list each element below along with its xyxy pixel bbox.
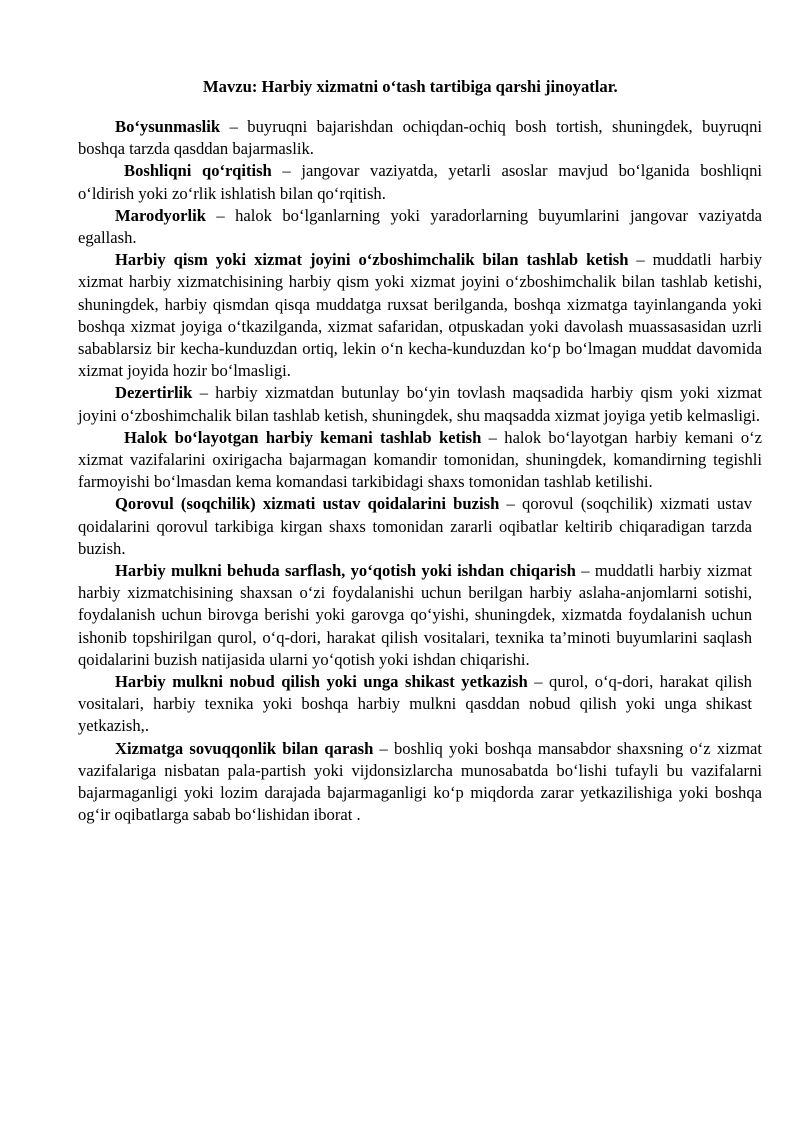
definition-text: – muddatli harbiy xizmat harbiy xizmatchisining harbiy qism yoki xizmat joyini o‘zboshimchalik bilan tashlab ketishi, shuningdek, harbiy qismdan qisqa muddatga ruxsat berilganda, boshqa xizmatga tayinlanganda yoki boshqa xizmat joyiga o‘tkazilganda, xizmat safaridan, otpuskadan yoki davolash muassasasidan uzrli sabablarsiz bir kecha-kunduzdan ortiq, lekin o‘n kecha-kunduzdan ko‘p bo‘lmagan muddat davomida xizmat joyida hozir bo‘lmasligi.	[78, 250, 762, 381]
definition-term: Boshliqni qo‘rqitish	[124, 161, 272, 181]
definition-text: – muddatli harbiy xizmat harbiy xizmatchisining shaxsan o‘zi foydalanishi uchun berilgan harbiy aslaha-anjomlarni sotishi, foydalanish uchun birovga berishi yoki garovga qo‘yishi, shuningdek, xizmatda foydalanish uchun ishonib topshirilgan qurol, o‘q-dori, harakat qilish vositalari, texnika ta’minoti buyumlarini saqlash qoidalarini buzish natijasida ularni yo‘qotish yoki ishdan chiqarishi.	[78, 561, 753, 669]
definition-paragraph	[78, 205, 762, 249]
definition-text: – halok bo‘layotgan harbiy kemani o‘z xizmat vazifalarini oxirigacha bajarmagan komandir tomonidan, shuningdek, komandirning tegishli farmoyishi bo‘lmasdan kema komandasi tarkibidagi shaxs tomonidan tashlab ketilishi.	[78, 427, 763, 492]
definition-text: – qorovul (soqchilik) xizmati ustav qoidalarini qorovul tarkibiga kirgan shaxs tomonidan zararli oqibatlar keltirib chiqaradigan tarzda buzish.	[78, 494, 752, 558]
definition-paragraph	[78, 249, 762, 382]
definition-paragraph	[78, 382, 762, 426]
definition-paragraph	[78, 671, 762, 738]
definition-text: – halok bo‘lganlarning yoki yaradorlarning buyumlarini jangovar vaziyatda egallash.	[78, 205, 762, 248]
definition-term: Harbiy mulkni behuda sarflash, yo‘qotish yoki ishdan chiqarish	[115, 561, 576, 581]
definition-paragraph	[78, 427, 762, 494]
definition-term: Marodyorlik	[115, 205, 206, 225]
definition-paragraph	[78, 493, 762, 560]
definition-text: – qurol, o‘q-dori, harakat qilish vositalari, harbiy texnika yoki boshqa harbiy mulkni qasddan nobud qilish yoki unga shikast yetkazish,.	[78, 672, 752, 736]
definition-term: Harbiy mulkni nobud qilish yoki unga shikast yetkazish	[115, 672, 528, 692]
page-title: Mavzu: Harbiy xizmatni o‘tash tartibiga qarshi jinoyatlar.	[203, 77, 618, 96]
definition-term: Dezertirlik	[115, 383, 193, 403]
definition-paragraph	[78, 560, 762, 671]
definition-text: – buyruqni bajarishdan ochiqdan-ochiq bosh tortish, shuningdek, buyruqni boshqa tarzda qasddan bajarmaslik.	[78, 117, 762, 159]
definition-text: – boshliq yoki boshqa mansabdor shaxsning o‘z xizmat vazifalariga nisbatan pala-partish yoki vijdonsizlarcha munosabatda bo‘lishi tufayli bu vazifalarni bajarmaganligi yoki lozim darajada bajarmaganligi ko‘p miqdorda zarar yetkazilishiga yoki boshqa og‘ir oqibatlarga sabab bo‘lishidan iborat .	[78, 738, 762, 825]
definition-term: Harbiy qism yoki xizmat joyini o‘zboshimchalik bilan tashlab ketish	[115, 250, 629, 270]
definition-text: – harbiy xizmatdan butunlay bo‘yin tovlash maqsadida harbiy qism yoki xizmat joyini o‘zboshimchalik bilan tashlab ketish, shuningdek, shu maqsadda xizmat joyiga yetib kelmasligi.	[78, 383, 762, 425]
definition-term: Halok bo‘layotgan harbiy kemani tashlab ketish	[124, 427, 482, 447]
definition-term: Qorovul (soqchilik) xizmati ustav qoidalarini buzish	[115, 494, 500, 514]
definition-term: Bo‘ysunmaslik	[115, 117, 221, 136]
definition-paragraph	[78, 116, 762, 160]
definition-paragraph	[78, 160, 762, 204]
definition-term: Xizmatga sovuqqonlik bilan qarash	[115, 738, 374, 758]
definition-paragraph	[78, 738, 762, 827]
definition-text: – jangovar vaziyatda, yetarli asoslar mavjud bo‘lganida boshliqni o‘ldirish yoki zo‘rlik ishlatish bilan qo‘rqitish.	[78, 161, 762, 203]
document-page	[78, 76, 762, 827]
